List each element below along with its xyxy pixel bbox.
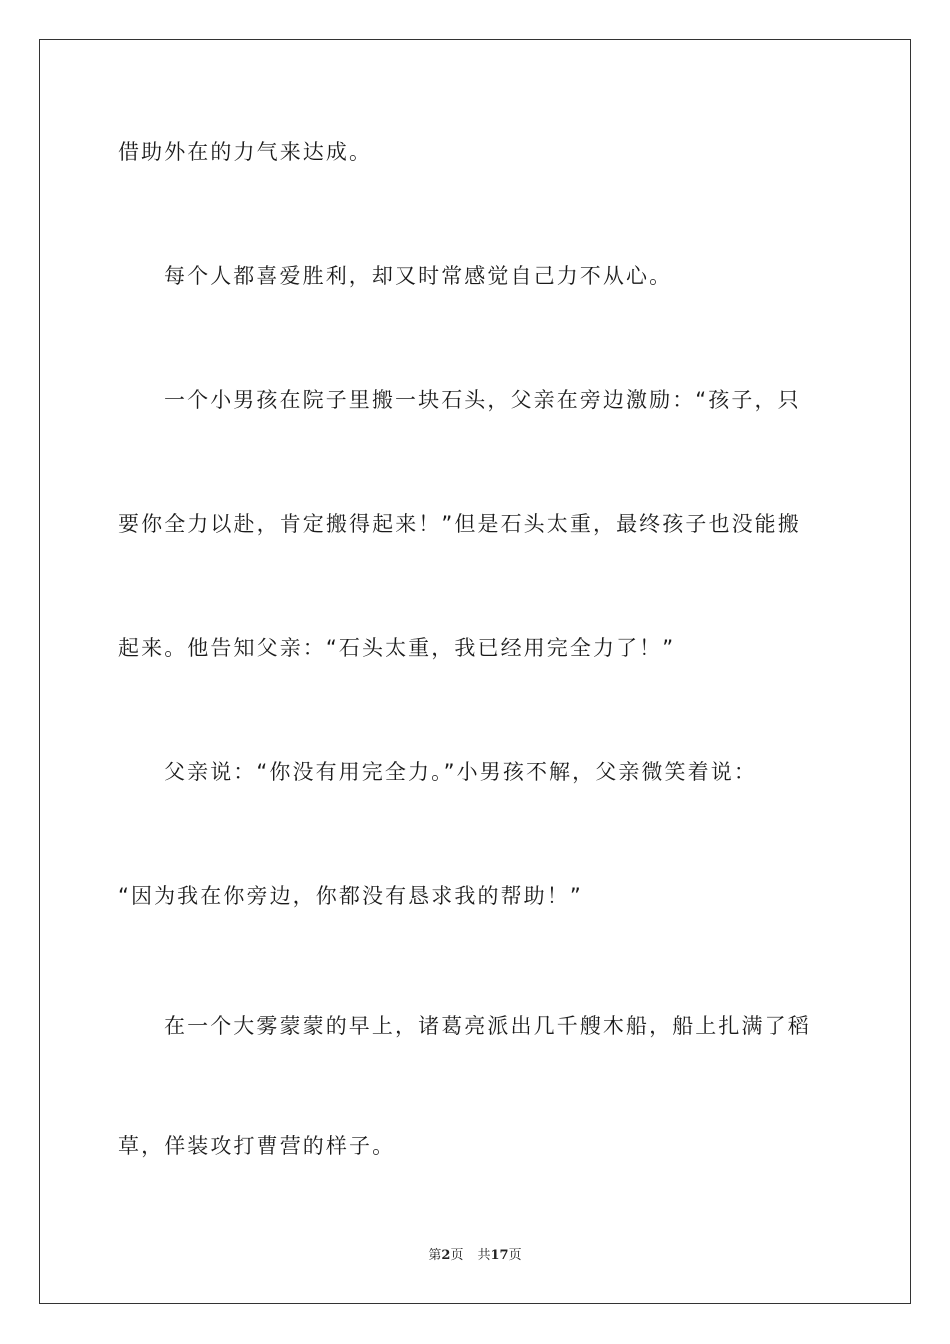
body-line: “因为我在你旁边，你都没有恳求我的帮助！” — [118, 884, 583, 908]
body-line: 借助外在的力气来达成。 — [118, 140, 373, 164]
page-suffix: 页 — [450, 1248, 464, 1263]
paragraph-line: 在一个大雾蒙蒙的早上，诸葛亮派出几千艘木船，船上扎满了稻 — [164, 1014, 811, 1038]
page-number: 2 — [441, 1248, 451, 1263]
page-prefix: 第 — [428, 1248, 442, 1263]
total-prefix: 共 — [477, 1248, 491, 1263]
total-suffix: 页 — [508, 1248, 522, 1263]
paragraph-line: 一个小男孩在院子里搬一块石头，父亲在旁边激励：“孩子，只 — [164, 388, 801, 412]
body-line: 要你全力以赴，肯定搬得起来！”但是石头太重，最终孩子也没能搬 — [118, 512, 801, 536]
body-line: 草，佯装攻打曹营的样子。 — [118, 1134, 396, 1158]
body-line: 起来。他告知父亲：“石头太重，我已经用完全力了！” — [118, 636, 676, 660]
total-pages: 17 — [490, 1248, 509, 1263]
page-footer — [0, 1247, 950, 1265]
paragraph-line: 父亲说：“你没有用完全力。”小男孩不解，父亲微笑着说： — [164, 760, 757, 784]
paragraph-line: 每个人都喜爱胜利，却又时常感觉自己力不从心。 — [164, 264, 673, 288]
page-border — [39, 39, 911, 1304]
